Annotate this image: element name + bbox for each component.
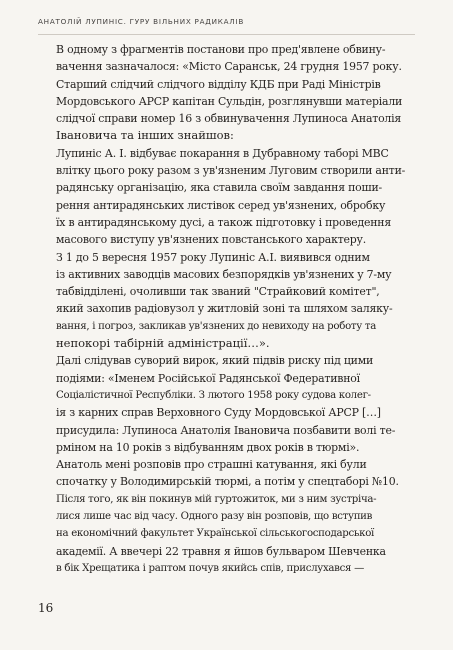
text-line: влітку цього року разом з ув'язненим Луговим створили анти- <box>56 164 406 178</box>
body-text <box>38 41 415 577</box>
text-line: Лупиніс А. І. відбуває покарання в Дубравному таборі МВС <box>56 146 389 160</box>
text-line: який захопив радіовузол у житловій зоні та шляхом заляку- <box>56 302 393 316</box>
text-line: радянську організацію, яка ставила своїм завдання поши- <box>56 181 383 195</box>
text-line: ія з карних справ Верховного Суду Мордовської АРСР […] <box>56 406 381 420</box>
text-line: рміном на 10 років з відбуванням двох років в тюрмі». <box>56 440 360 454</box>
text-line: Після того, як він покинув мій гуртожиток, ми з ним зустріча- <box>56 493 377 505</box>
paragraph <box>38 145 415 249</box>
text-line: рення антирадянських листівок серед ув'язнених, обробку <box>56 198 386 212</box>
text-line: в бік Хрещатика і раптом почув якийсь спів, прислухався — <box>56 562 364 574</box>
text-line: Мордовського АРСР капітан Сульдін, розглянувши матеріали <box>56 94 403 108</box>
text-line: їх в антирадянському дусі, а також підготовку і проведення <box>56 215 392 229</box>
text-line: академії. А ввечері 22 травня я йшов бульваром Шевченка <box>56 544 386 558</box>
text-line: Далі слідував суворий вирок, який підвів риску під цими <box>56 354 374 368</box>
text-line: непокорі табірній адміністрації…». <box>56 336 270 351</box>
text-line: табвідділені, очоливши так званий "Страйковий комітет", <box>56 285 380 299</box>
text-line: вання, і погроз, закликав ув'язнених до невиходу на роботу та <box>56 320 376 332</box>
text-line: В одному з фрагментів постанови про пред'явлене обвину- <box>56 43 386 56</box>
running-header: АНАТОЛІЙ ЛУПИНІС. ГУРУ ВІЛЬНИХ РАДИКАЛІВ <box>38 17 245 26</box>
text-line: Соціалістичної Республіки. З лютого 1958 року судова колег- <box>56 389 371 401</box>
paragraph <box>38 41 415 145</box>
text-line: подіями: «Іменем Російської Радянської Федеративної <box>56 371 360 385</box>
text-line: присудила: Лупиноса Анатолія Івановича позбавити волі те- <box>56 423 396 437</box>
text-line: Старший слідчий слідчого відділу КДБ при Раді Міністрів <box>56 77 381 91</box>
text-line: спочатку у Володимирській тюрмі, а потім у спецтаборі №10. <box>56 475 399 489</box>
header-rule <box>38 34 415 35</box>
text-line: Анатоль мені розповів про страшні катування, які були <box>56 458 367 472</box>
page-number: 16 <box>38 601 54 615</box>
paragraph <box>38 456 415 577</box>
paragraph <box>38 352 415 456</box>
text-line: слідчої справи номер 16 з обвинувачення Лупиноса Анатолія <box>56 112 402 126</box>
paragraph <box>38 249 415 353</box>
text-line: З 1 до 5 вересня 1957 року Лупиніс А.І. виявився одним <box>56 250 370 264</box>
text-line: на економічний факультет Української сільськогосподарської <box>56 528 374 540</box>
text-line: Івановича та інших знайшов: <box>56 128 234 143</box>
text-line: лися лише час від часу. Одного разу він розповів, що вступив <box>56 511 373 523</box>
text-line: із активних заводців масових безпорядків ув'язнених у 7-му <box>56 267 392 281</box>
text-line: вачення зазначалося: «Місто Саранськ, 24 грудня 1957 року. <box>56 60 402 74</box>
text-line: масового виступу ув'язнених повстанського характеру. <box>56 233 367 247</box>
